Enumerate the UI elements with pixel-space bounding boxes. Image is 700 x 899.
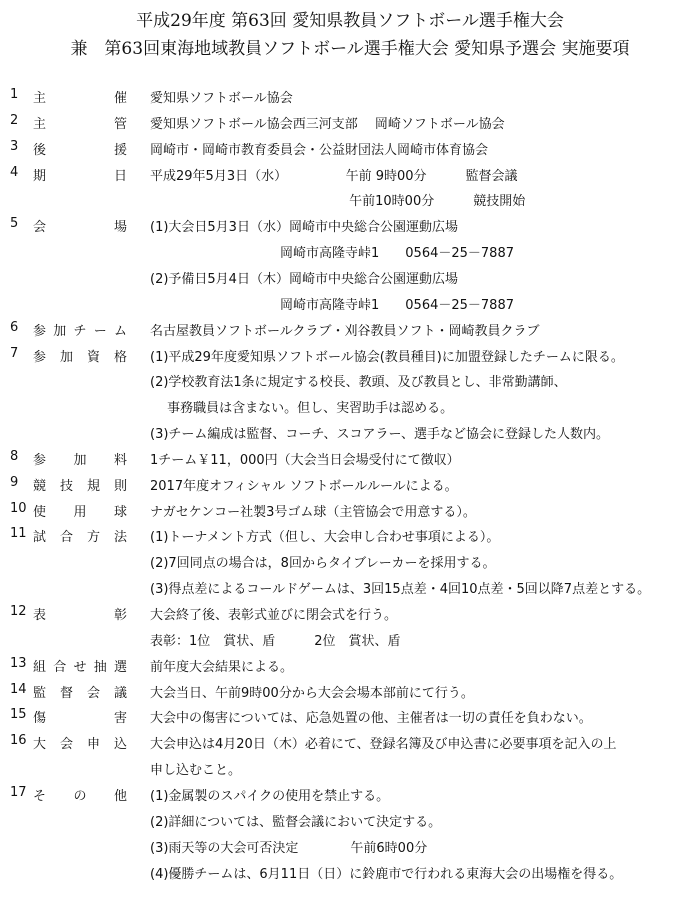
item-content: 大会終了後、表彰式並びに閉会式を行う。 bbox=[150, 608, 398, 623]
item-heading: 組 合 せ 抽 選 bbox=[33, 659, 127, 675]
item-content: 名古屋教員ソフトボールクラブ・刈谷教員ソフト・岡崎教員クラブ bbox=[150, 323, 540, 339]
outline-item-row bbox=[0, 268, 700, 292]
outline-item-row bbox=[0, 682, 700, 706]
outline-item-row bbox=[0, 165, 700, 189]
item-number: 3 bbox=[10, 138, 19, 154]
item-content: ナガセケンコー社製3号ゴム球（主管協会で用意する）。 bbox=[150, 504, 476, 520]
item-number: 7 bbox=[10, 345, 19, 361]
item-content: 愛知県ソフトボール協会 bbox=[150, 91, 293, 106]
item-number: 6 bbox=[10, 319, 19, 335]
item-content: 午前10時00分 競技開始 bbox=[150, 194, 526, 210]
item-number: 14 bbox=[10, 681, 27, 697]
outline-item-row bbox=[0, 216, 700, 240]
outline-item-row bbox=[0, 242, 700, 266]
item-number: 5 bbox=[10, 216, 19, 232]
item-heading: 試 合 方 法 bbox=[33, 530, 127, 546]
item-content: 申し込むこと。 bbox=[150, 763, 242, 779]
item-heading: 表 彰 bbox=[33, 608, 127, 623]
item-content: 大会申込は4月20日（木）必着にて、登録名簿及び申込書に必要事項を記入の上 bbox=[150, 737, 617, 753]
outline-item-row bbox=[0, 526, 700, 550]
item-content: 1チーム￥11，000円（大会当日会場受付にて徴収） bbox=[150, 452, 460, 468]
outline-item-row bbox=[0, 397, 700, 421]
item-content: (1)平成29年度愛知県ソフトボール協会(教員種目)に加盟登録したチームに限る。 bbox=[150, 349, 624, 365]
item-content: 前年度大会結果による。 bbox=[150, 659, 294, 675]
item-content: 岡崎市・岡崎市教育委員会・公益財団法人岡崎市体育協会 bbox=[150, 142, 489, 158]
outline-item-row bbox=[0, 656, 700, 680]
item-number: 10 bbox=[10, 500, 27, 516]
outline-item-row bbox=[0, 371, 700, 395]
outline-item-row bbox=[0, 346, 700, 370]
outline-item-row bbox=[0, 733, 700, 757]
outline-item-row bbox=[0, 630, 700, 654]
item-content: (1)トーナメント方式（但し、大会申し合わせ事項による）。 bbox=[150, 530, 500, 546]
item-content: 大会当日、午前9時00分から大会会場本部前にて行う。 bbox=[150, 685, 474, 701]
item-content: 岡崎市高隆寺峠1 0564－25－7887 bbox=[150, 297, 514, 313]
item-heading: 参 加 チ ー ム bbox=[33, 323, 127, 339]
item-number: 8 bbox=[10, 448, 19, 464]
outline-item-row bbox=[0, 552, 700, 576]
item-number: 4 bbox=[10, 164, 19, 180]
item-number: 11 bbox=[10, 526, 27, 542]
item-number: 2 bbox=[10, 112, 19, 128]
outline-item-row bbox=[0, 501, 700, 525]
item-heading: 後 援 bbox=[33, 142, 127, 158]
outline-item-row bbox=[0, 837, 700, 861]
outline-item-row bbox=[0, 811, 700, 835]
item-content: 平成29年5月3日（水） 午前 9時00分 監督会議 bbox=[150, 168, 518, 184]
item-content: 岡崎市高隆寺峠1 0564－25－7887 bbox=[150, 246, 514, 262]
outline-item-row bbox=[0, 449, 700, 473]
document-subtitle: 兼 第63回東海地域教員ソフトボール選手権大会 愛知県予選会 実施要項 bbox=[70, 39, 630, 59]
item-heading: 参 加 資 格 bbox=[33, 349, 127, 365]
item-heading: そ の 他 bbox=[33, 788, 127, 804]
item-content: 2017年度オフィシャル ソフトボールルールによる。 bbox=[150, 478, 458, 494]
outline-item-row bbox=[0, 785, 700, 809]
item-content: (3)雨天等の大会可否決定 午前6時00分 bbox=[150, 840, 428, 856]
item-content: (3)得点差によるコールドゲームは、3回15点差・4回10点差・5回以降7点差とする。 bbox=[150, 582, 651, 598]
item-number: 16 bbox=[10, 733, 27, 749]
outline-item-row bbox=[0, 578, 700, 602]
outline-item-row bbox=[0, 604, 700, 628]
item-number: 12 bbox=[10, 604, 27, 619]
item-heading: 会 場 bbox=[33, 220, 127, 236]
item-heading: 傷 害 bbox=[33, 711, 127, 727]
item-heading: 使 用 球 bbox=[33, 504, 127, 520]
item-content: (2)学校教育法1条に規定する校長、教頭、及び教員とし、非常勤講師、 bbox=[150, 375, 567, 391]
item-content: (4)優勝チームは、6月11日（日）に鈴鹿市で行われる東海大会の出場権を得る。 bbox=[150, 866, 623, 882]
item-content: 事務職員は含まない。但し、実習助手は認める。 bbox=[150, 401, 454, 417]
item-content: (1)大会日5月3日（水）岡崎市中央総合公園運動広場 bbox=[150, 220, 458, 236]
item-heading: 参 加 料 bbox=[33, 452, 127, 468]
item-number: 15 bbox=[10, 707, 27, 723]
document-title: 平成29年度 第63回 愛知県教員ソフトボール選手権大会 bbox=[136, 11, 564, 31]
item-content: 大会中の傷害については、応急処置の他、主催者は一切の責任を負わない。 bbox=[150, 711, 592, 727]
item-number: 13 bbox=[10, 655, 27, 671]
outline-item-row bbox=[0, 759, 700, 783]
item-content: 愛知県ソフトボール協会西三河支部 岡崎ソフトボール協会 bbox=[150, 116, 505, 132]
item-content: (2)詳細については、監督会議において決定する。 bbox=[150, 814, 442, 830]
item-heading: 競 技 規 則 bbox=[33, 478, 127, 494]
item-content: (2)予備日5月4日（木）岡崎市中央総合公園運動広場 bbox=[150, 271, 458, 287]
outline-item-row bbox=[0, 294, 700, 318]
item-content: (3)チーム編成は監督、コーチ、スコアラー、選手など協会に登録した人数内。 bbox=[150, 427, 609, 443]
outline-item-row bbox=[0, 139, 700, 163]
outline-item-row bbox=[0, 320, 700, 344]
item-heading: 主 管 bbox=[33, 116, 127, 132]
item-heading: 監 督 会 議 bbox=[33, 685, 127, 701]
outline-item-row bbox=[0, 113, 700, 137]
outline-item-row bbox=[0, 423, 700, 447]
outline-item-row bbox=[0, 87, 700, 111]
item-content: (2)7回同点の場合は，8回からタイブレーカーを採用する。 bbox=[150, 556, 496, 572]
item-number: 17 bbox=[10, 784, 27, 800]
item-number: 1 bbox=[10, 87, 19, 102]
outline-item-row bbox=[0, 190, 700, 214]
item-content: (1)金属製のスパイクの使用を禁止する。 bbox=[150, 788, 390, 804]
item-heading: 主 催 bbox=[33, 91, 127, 106]
item-heading: 期 日 bbox=[33, 168, 127, 184]
outline-item-row bbox=[0, 863, 700, 887]
outline-item-row bbox=[0, 707, 700, 731]
item-content: 表彰：1位 賞状、盾 2位 賞状、盾 bbox=[150, 633, 401, 649]
item-number: 9 bbox=[10, 474, 19, 490]
outline-item-row bbox=[0, 475, 700, 499]
item-heading: 大 会 申 込 bbox=[33, 737, 127, 753]
